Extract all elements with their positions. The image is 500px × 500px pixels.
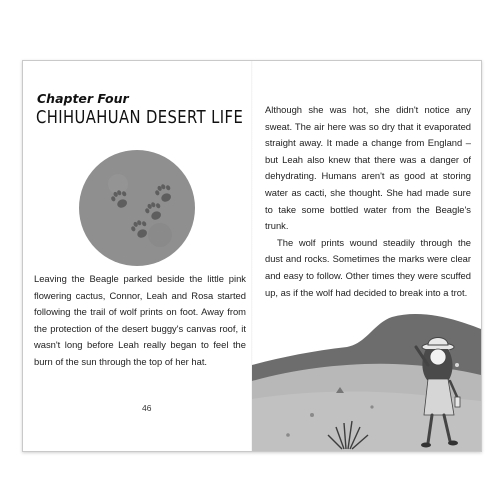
desert-illustration (252, 295, 481, 451)
right-paragraph-1: Although she was hot, she didn't notice any sweat. The air here was so dry that it evaporated straight away. It made a change from England – but Leah also knew that there was a danger of dehydrating. Humans aren't as good at storing water as cacti, she thought. She had made sure to take some bottled water from the Beagle's trunk. (265, 104, 471, 232)
right-page (252, 61, 481, 451)
book-spread (22, 60, 482, 452)
chapter-label: Chapter Four (37, 91, 129, 106)
chapter-title: CHIHUAHUAN DESERT LIFE (36, 107, 244, 128)
left-page-paragraph: Leaving the Beagle parked beside the little pink flowering cactus, Connor, Leah and Rosa started following the trail of wolf prints on foot. Away from the protection of the desert buggy's canvas roof, it wasn't long before Leah really began to feel the burn of the sun through the top of her hat. (34, 273, 246, 367)
right-paragraph-2: The wolf prints wound steadily through the dust and rocks. Sometimes the marks were clear and easy to follow. Other times they were scuffed up, as if the wolf had decided to break into a trot. (265, 236, 471, 298)
right-page-text (265, 102, 471, 301)
moon-circle (79, 150, 195, 266)
page-number: 46 (142, 403, 152, 413)
left-page (23, 61, 252, 451)
moon-pawprints-illustration (78, 149, 196, 267)
